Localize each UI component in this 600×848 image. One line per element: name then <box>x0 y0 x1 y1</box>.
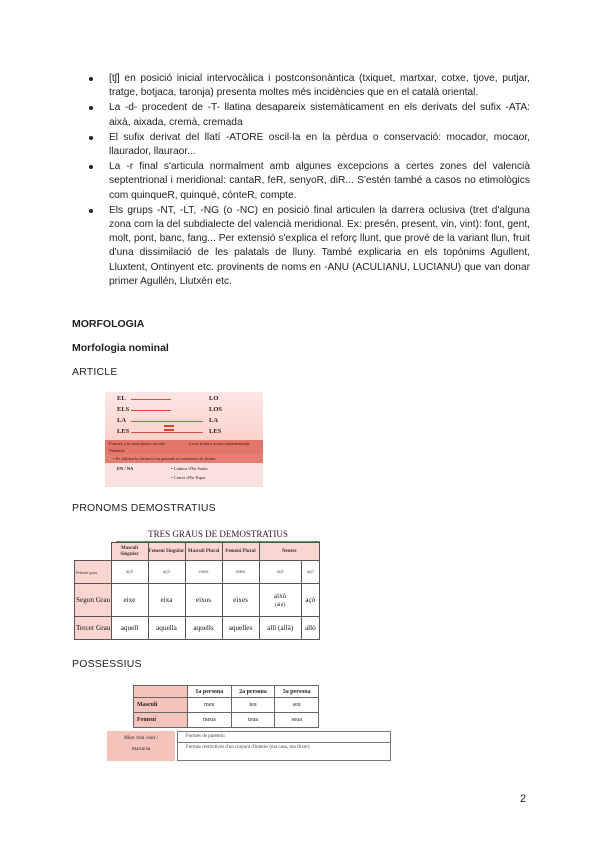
band1-sub-text: Valencià <box>109 448 125 453</box>
table-cell: açò <box>259 561 301 584</box>
page-number: 2 <box>520 793 527 805</box>
short-forms-desc-2: Formes restrictives d'un conjunt d'interès (ma casa, ton fitxer) <box>177 742 391 761</box>
table-cell: açò <box>301 561 319 584</box>
article-band-3 <box>105 463 263 487</box>
demonstratives-title: TRES GRAUS DE DEMOSTRATIUS <box>116 528 320 542</box>
table-cell: eixe <box>111 584 148 617</box>
article-left-les: LES <box>117 428 130 435</box>
table-header-cell <box>75 543 112 561</box>
article-right-lo: LO <box>209 395 219 402</box>
band3-left-text: EN / NA <box>117 466 134 471</box>
table-header-cell: 2a persona <box>231 686 275 698</box>
row-label: Masculí <box>134 698 188 713</box>
band3-right-line: Carrer d'En Espai <box>173 475 206 480</box>
table-cell: seu <box>275 698 319 713</box>
bullet-item: La -d- procedent de -T- llatina desapareix sistemàticament en els derivats del sufix -ATA: aixà, aixada, cremà, cremada <box>72 101 530 129</box>
article-left-la: LA <box>117 417 127 424</box>
band1-left-text: Formes a la zona juntes en valí <box>109 441 165 446</box>
short-forms-desc-1: Formes de parentiu <box>177 731 391 743</box>
table-header-cell <box>134 686 188 698</box>
table-cell: eixos <box>185 584 222 617</box>
demonstratives-table-figure <box>74 528 320 646</box>
possessives-bottom-block <box>107 731 391 761</box>
heading-article: ARTICLE <box>72 366 118 378</box>
table-cell: eixes <box>222 584 259 617</box>
table-header-cell: Masculí Plural <box>185 543 222 561</box>
table-cell: açò <box>301 584 319 617</box>
short-forms-line: Mon /ton /son / <box>124 735 158 741</box>
table-cell: teua <box>231 713 275 728</box>
table-cell: seua <box>275 713 319 728</box>
article-figure <box>105 392 263 487</box>
band3-right-text-2: • Carrer d'En Espai <box>171 475 206 480</box>
divider <box>131 432 203 433</box>
row-label: Primer grau <box>75 561 112 584</box>
row-label: Femení <box>134 713 188 728</box>
table-header-cell: 1a persona <box>188 686 232 698</box>
divider <box>131 399 171 400</box>
article-left-el: EL <box>117 395 126 402</box>
table-cell: aquella <box>148 617 185 640</box>
table-cell: estes <box>222 561 259 584</box>
cell-main-text: això <box>273 592 287 600</box>
demonstratives-table <box>74 542 320 640</box>
table-cell: estos <box>185 561 222 584</box>
table-cell: meua <box>188 713 232 728</box>
divider <box>131 410 171 411</box>
table-row <box>75 584 320 617</box>
table-cell: aquelles <box>222 617 259 640</box>
article-band-2 <box>105 454 263 463</box>
table-header-cell: Neutre <box>259 543 320 561</box>
article-band-1 <box>105 440 263 454</box>
heading-morfologia: MORFOLOGIA <box>72 318 145 330</box>
table-row <box>75 561 320 584</box>
short-forms-line: ma/ta/sa <box>131 746 151 752</box>
table-cell: aquell <box>111 617 148 640</box>
table-cell: allí (allà) <box>259 617 301 640</box>
article-left-els: ELS <box>117 406 130 413</box>
equals-mark <box>164 425 174 427</box>
table-cell: açò <box>148 561 185 584</box>
table-cell: allò <box>301 617 319 640</box>
equals-mark <box>164 429 174 431</box>
possessives-table <box>133 685 319 728</box>
band1-right-text: La es troba a zones septentrionals <box>189 441 250 446</box>
table-cell: meu <box>188 698 232 713</box>
article-right-les: LES <box>209 428 222 435</box>
table-header-cell: Femení Singular <box>148 543 185 561</box>
article-right-los: LOS <box>209 406 223 413</box>
possessives-figure <box>107 685 319 761</box>
table-header-row <box>75 543 320 561</box>
band2-text: • Es utilitza la forma tò en general en contextos de forma <box>113 456 216 461</box>
row-label: Tercer Grau <box>75 617 112 640</box>
row-label: Segon Grau <box>75 584 112 617</box>
table-header-cell: Masculí Singular <box>111 543 148 561</box>
divider <box>131 421 203 422</box>
bullet-item: El sufix derivat del llatí -ATORE oscil·la en la pèrdua o conservació: mocador, mocaor, llaurador, llauraor... <box>72 131 530 159</box>
table-header-cell: Femení Plural <box>222 543 259 561</box>
cell-extra-text: (ahí) <box>274 602 286 608</box>
heading-pronoms-demostratius: PRONOMS DEMOSTRATIUS <box>72 502 216 514</box>
table-row <box>75 617 320 640</box>
bullet-item: Els grups -NT, -LT, -NG (o -NC) en posició final articulen la darrera oclusiva (tret d'alguna zona com la del subdialecte del valencià meridional. Ex: presén, present, vin, vint): font, gent, molt, pont, banc, fang... Per extensió s'explica el reforç llunt, que prové de la variant llun, fruit d'una dissimilació de les palatals de lluny. També explicaria en els topònims Agullent, Lluxtent, Ontinyent etc. provinents de noms en -ANU (ACULIANU, LUCIANU) que van donar primer Agullén, Llutxén etc. <box>72 204 530 289</box>
heading-morfologia-nominal: Morfologia nominal <box>72 342 169 354</box>
table-cell <box>259 584 301 617</box>
table-row <box>134 698 319 713</box>
table-row <box>134 713 319 728</box>
bullet-item: La -r final s'articula normalment amb algunes excepcions a certes zones del valencià septentrional i meridional: cantaR, feR, senyoR, diR... S'estén també a casos no etimològics com quinqueR, quinqué, cónteR, compte. <box>72 160 530 203</box>
short-forms-cell <box>107 731 175 761</box>
phonetics-bullet-list <box>72 72 530 290</box>
table-cell: aquells <box>185 617 222 640</box>
bullet-item: [tʃ] en posició inicial intervocàlica i postconsonàntica (txiquet, martxar, cotxe, tjove, putjar, tratge, botjaca, taronja) presenta moltes més incidències que en el català oriental. <box>72 72 530 100</box>
band3-right-line: Caduca d'En Saula <box>173 466 208 471</box>
table-header-row <box>134 686 319 698</box>
table-header-cell: 3a persona <box>275 686 319 698</box>
band3-right-text-1: • Caduca d'En Saula <box>171 466 208 471</box>
article-right-la: LA <box>209 417 219 424</box>
table-cell: açò <box>111 561 148 584</box>
table-cell: eixa <box>148 584 185 617</box>
table-cell: teu <box>231 698 275 713</box>
heading-possessius: POSSESSIUS <box>72 658 142 670</box>
